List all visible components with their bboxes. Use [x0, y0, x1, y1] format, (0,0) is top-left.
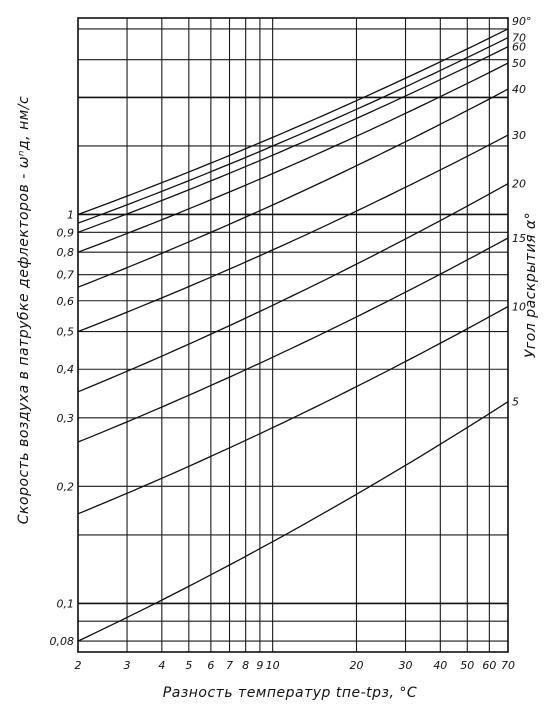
y-tick-labels	[50, 208, 75, 648]
x-tick-labels	[75, 659, 516, 672]
series-line	[78, 47, 508, 233]
y-tick-label: 1	[67, 208, 74, 222]
x-tick-label: 2	[74, 659, 82, 672]
grid	[78, 18, 508, 652]
series-label: 15	[512, 231, 526, 245]
series-line	[78, 63, 508, 252]
y-tick-label: 0,7	[56, 268, 74, 282]
x-tick-label: 7	[226, 659, 234, 672]
series-line	[78, 29, 508, 215]
x-tick-label: 30	[398, 659, 413, 672]
plot-frame	[78, 18, 508, 652]
x-tick-label: 40	[433, 659, 448, 672]
x-axis-title: Разность температур tпе-tрз, °С	[162, 685, 418, 701]
x-tick-label: 70	[501, 659, 515, 672]
y-tick-label: 0,08	[49, 635, 74, 649]
y-tick-label: 0,9	[56, 226, 74, 240]
x-tick-label: 9	[256, 659, 264, 672]
series-label: 30	[512, 129, 526, 143]
series-line	[78, 402, 508, 641]
series-label: 20	[512, 177, 526, 191]
y-tick-label: 0,3	[56, 411, 74, 425]
series-line	[78, 89, 508, 287]
series-label: 40	[512, 83, 526, 97]
x-tick-label: 50	[460, 659, 475, 672]
curves	[78, 29, 508, 641]
x-tick-label: 4	[158, 659, 166, 672]
y-axis-title: Скорость воздуха в патрубке дефлекторов - ωⁿд, нм/с	[16, 95, 32, 525]
y-tick-label: 0,6	[56, 294, 74, 308]
series-line	[78, 307, 508, 514]
y-tick-label: 0,1	[56, 597, 74, 611]
y-tick-label: 0,8	[56, 246, 74, 260]
x-tick-label: 6	[207, 659, 215, 672]
series-line	[78, 238, 508, 442]
right-axis-title: Угол раскрытия α°	[523, 211, 539, 359]
x-tick-label: 3	[123, 659, 131, 672]
series-label: 10	[512, 300, 526, 314]
series-label: 90°	[512, 14, 532, 28]
series-label: 60	[512, 40, 526, 54]
series-label: 70	[512, 31, 526, 45]
x-tick-label: 10	[265, 659, 280, 672]
x-tick-label: 20	[349, 659, 364, 672]
y-tick-label: 0,2	[56, 480, 74, 494]
series-label: 5	[512, 395, 519, 409]
y-tick-label: 0,5	[56, 325, 74, 339]
x-tick-label: 8	[242, 659, 250, 672]
x-tick-label: 5	[185, 659, 193, 672]
x-tick-label: 60	[482, 659, 497, 672]
y-tick-label: 0,4	[56, 363, 74, 377]
series-label: 50	[512, 57, 526, 71]
